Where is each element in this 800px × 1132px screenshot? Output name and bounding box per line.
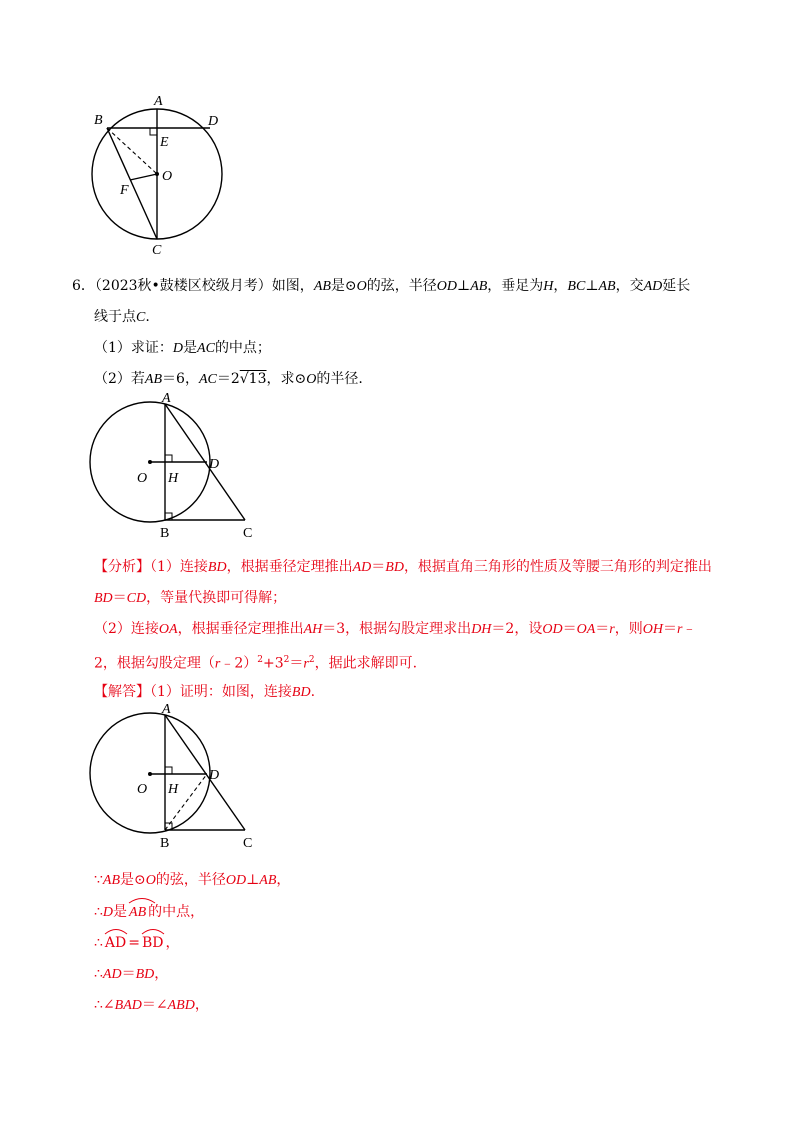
analysis-tag: 【分析】 xyxy=(94,559,150,575)
label-b: B xyxy=(94,113,103,128)
solution-tag: 【解答】 xyxy=(94,684,150,700)
label-e: E xyxy=(160,135,169,150)
figure-circle-tangent-diagram xyxy=(80,393,270,548)
analysis-line-1: 【分析】（1）连接BD，根据垂径定理推出AD＝BD，根据直角三角形的性质及等腰三角形的判定推出 xyxy=(94,559,712,575)
label-c: C xyxy=(243,836,253,851)
question-2: （2）若AB＝6，AC＝2√13，求⊙O的半径. xyxy=(94,371,363,387)
solution-step-2: ∴D是 AB 的中点， xyxy=(94,902,204,923)
analysis-line-4: 2，根据勾股定理$(r﹣2)^2+3^2=r^2$，据此求解即可. xyxy=(94,655,418,672)
problem-stem-line-2: 线于点C. xyxy=(94,309,150,325)
solution-step-5: ∴∠BAD＝∠ABD， xyxy=(94,997,209,1013)
label-f: F xyxy=(120,183,129,198)
solution-step-3: ∴ AD = BD ， xyxy=(94,933,180,953)
arc-ad: AD xyxy=(103,933,128,953)
sqrt-13: √13 xyxy=(239,371,267,387)
arc-ab: AB xyxy=(127,902,148,923)
label-o: O xyxy=(137,471,148,486)
label-a: A xyxy=(154,94,163,109)
label-c: C xyxy=(243,526,253,541)
label-d: D xyxy=(209,457,220,472)
label-b: B xyxy=(160,836,170,851)
problem-source: （2023秋•鼓楼区校级月考）如图， xyxy=(94,278,314,294)
solution-line-1: 【解答】（1）证明：如图，连接BD. xyxy=(94,684,316,700)
label-a: A xyxy=(162,703,171,717)
solution-step-4: ∴AD＝BD， xyxy=(94,966,169,982)
question-1: （1）求证：D是AC的中点； xyxy=(94,340,271,356)
label-c: C xyxy=(152,243,162,258)
label-d: D xyxy=(209,768,220,783)
analysis-line-2: BD＝CD，等量代换即可得解； xyxy=(94,590,287,606)
problem-stem-line-1: 6．（2023秋•鼓楼区校级月考）如图，AB是⊙O的弦，半径OD⊥AB，垂足为H，BC⊥AB，交AD延长 xyxy=(72,278,691,294)
label-d: D xyxy=(208,114,219,129)
label-b: B xyxy=(160,526,170,541)
label-h: H xyxy=(168,471,179,486)
label-h: H xyxy=(168,782,179,797)
problem-number: 6． xyxy=(72,278,95,294)
arc-bd: BD xyxy=(140,933,166,953)
label-o: O xyxy=(137,782,148,797)
label-o: O xyxy=(162,169,173,184)
figure-circle-chord-diagram xyxy=(80,90,240,260)
solution-step-1: ∵AB是⊙O的弦，半径OD⊥AB， xyxy=(94,872,291,888)
label-a: A xyxy=(162,393,171,406)
analysis-line-3: （2）连接OA，根据垂径定理推出AH＝3，根据勾股定理求出DH＝2，设OD＝OA＝r，则OH＝r﹣ xyxy=(94,621,697,637)
figure-circle-tangent-diagram-with-bd xyxy=(80,703,270,858)
